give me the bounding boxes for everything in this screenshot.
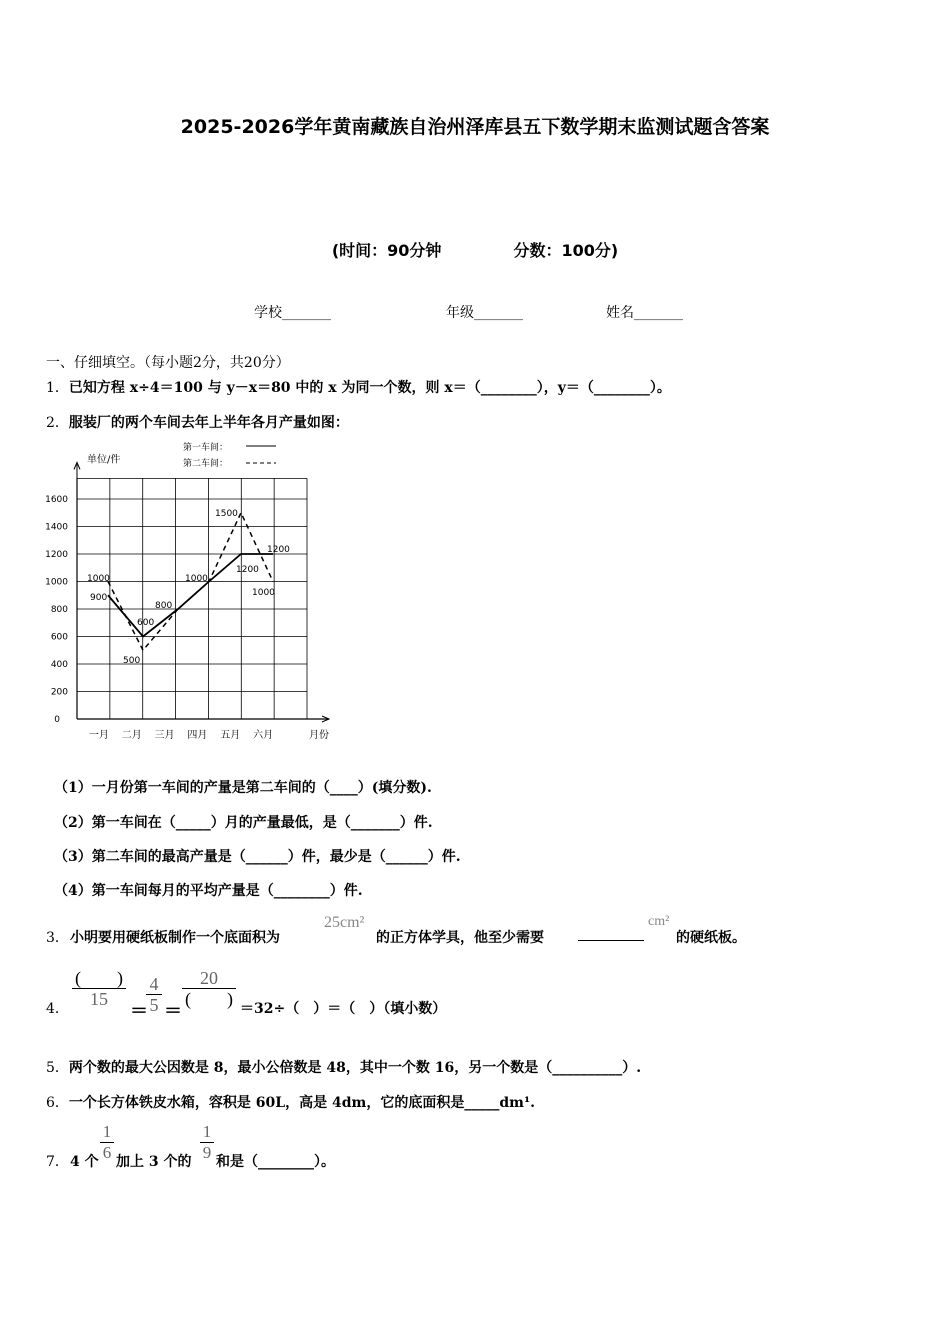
data-label: 500 xyxy=(123,656,141,666)
x-axis-label: 月份 xyxy=(309,730,329,741)
fraction-denominator: ( ) xyxy=(185,989,233,1009)
question-text: 一个长方体铁皮水箱，容积是 60L，高是 4dm，它的底面积是_____dm¹. xyxy=(68,1095,535,1111)
question-text: 加上 3 个的 xyxy=(116,1154,192,1170)
question-4 xyxy=(46,968,546,1028)
question-text: 已知方程 x÷4＝100 与 y－x＝80 中的 x 为同一个数，则 x＝（________），y＝（________）。 xyxy=(68,380,671,396)
fraction-sixth xyxy=(100,1122,114,1163)
y-axis-label: 单位/件 xyxy=(87,454,121,466)
x-tick-label: 三月 xyxy=(154,730,175,741)
question-2-sub-1: （1）一月份第一车间的产量是第二车间的（____）(填分数). xyxy=(54,780,432,796)
fraction-denominator: 5 xyxy=(149,995,159,1015)
question-text: 的硬纸板。 xyxy=(676,930,746,946)
fraction-numerator: 4 xyxy=(149,974,159,994)
page-title: 2025-2026学年黄南藏族自治州泽库县五下数学期末监测试题含答案 xyxy=(180,116,770,138)
area-value: 25cm² xyxy=(324,914,365,931)
fraction-denominator: 15 xyxy=(90,989,108,1009)
name-field[interactable]: 姓名_______ xyxy=(606,305,683,321)
question-text: 小明要用硬纸板制作一个底面积为 xyxy=(70,930,280,946)
legend-label-first: 第一车间： xyxy=(183,443,229,453)
x-tick-label: 六月 xyxy=(253,730,274,741)
exam-meta xyxy=(0,238,950,261)
data-label: 1500 xyxy=(215,509,238,519)
question-1 xyxy=(46,377,671,397)
x-tick-label: 四月 xyxy=(187,730,208,741)
equals-sign: ＝ xyxy=(164,1001,182,1022)
question-2-sub-4: （4）第一车间每月的平均产量是（________）件. xyxy=(54,883,363,899)
question-number: 7． xyxy=(46,1154,69,1170)
y-tick-label: 1600 xyxy=(45,495,68,505)
x-tick-label: 二月 xyxy=(121,730,142,741)
fraction-1 xyxy=(72,968,126,1009)
question-text: 两个数的最大公因数是 8，最小公倍数是 48，其中一个数 16，另一个数是（__________）. xyxy=(68,1060,642,1076)
answer-blank[interactable] xyxy=(578,926,644,941)
question-text: 服装厂的两个车间去年上半年各月产量如图： xyxy=(68,415,349,431)
fraction-3 xyxy=(182,968,236,1009)
data-label: 1000 xyxy=(252,588,275,598)
fraction-numerator: 1 xyxy=(102,1122,112,1141)
y-tick-label: 1000 xyxy=(45,577,68,588)
question-number: 2． xyxy=(46,415,69,431)
x-tick-label: 一月 xyxy=(88,730,109,741)
grade-field[interactable]: 年级_______ xyxy=(446,305,523,321)
fraction-numerator: 20 xyxy=(200,968,218,988)
fraction-denominator: 9 xyxy=(202,1143,212,1162)
question-6 xyxy=(46,1092,535,1112)
fraction-numerator: 1 xyxy=(202,1122,212,1141)
question-2 xyxy=(46,412,349,432)
question-number: 6． xyxy=(46,1095,69,1111)
equals-sign: ＝ xyxy=(130,1001,148,1022)
y-tick-label: 800 xyxy=(50,605,68,615)
question-2-sub-3: （3）第二车间的最高产量是（______）件，最少是（______）件. xyxy=(54,849,461,865)
y-tick-label: 1400 xyxy=(45,522,68,533)
y-tick-label: 0 xyxy=(54,715,60,725)
y-tick-label: 1200 xyxy=(45,550,68,560)
question-text: ＝32÷（ ）＝（ ）（填小数） xyxy=(240,1001,447,1017)
data-label: 1000 xyxy=(87,574,110,584)
question-number: 3． xyxy=(46,930,69,946)
data-label: 900 xyxy=(90,593,108,603)
data-label: 800 xyxy=(155,601,173,611)
question-text: 的正方体学具，他至少需要 xyxy=(376,930,544,946)
fraction-2 xyxy=(146,974,162,1015)
data-label: 600 xyxy=(137,618,155,628)
data-label: 1200 xyxy=(267,545,290,555)
question-text: 4 个 xyxy=(70,1154,99,1170)
y-tick-label: 400 xyxy=(50,660,68,670)
question-text: 和是（________）。 xyxy=(216,1154,335,1170)
school-field[interactable]: 学校_______ xyxy=(254,305,331,321)
fraction-denominator: 6 xyxy=(102,1143,112,1162)
production-chart xyxy=(40,436,340,748)
y-tick-label: 600 xyxy=(50,632,68,643)
question-number: 1． xyxy=(46,380,69,396)
fraction-numerator: ( ) xyxy=(75,968,123,988)
section-heading: 一、仔细填空。（每小题2分，共20分） xyxy=(46,355,290,371)
unit-label: cm² xyxy=(648,914,670,929)
fraction-ninth xyxy=(200,1122,214,1163)
data-label: 1000 xyxy=(185,574,208,584)
data-label: 1200 xyxy=(236,565,259,575)
legend-label-second: 第二车间： xyxy=(183,459,229,469)
question-7 xyxy=(46,1122,466,1178)
exam-score: 分数：100分) xyxy=(513,241,619,260)
exam-time: (时间：90分钟 xyxy=(331,241,442,260)
question-5 xyxy=(46,1057,641,1077)
question-number: 5． xyxy=(46,1060,69,1076)
question-number: 4． xyxy=(46,1001,69,1017)
x-tick-label: 五月 xyxy=(220,730,241,741)
question-2-sub-2: （2）第一车间在（_____）月的产量最低，是（_______）件. xyxy=(54,815,433,831)
y-tick-label: 200 xyxy=(50,687,68,698)
